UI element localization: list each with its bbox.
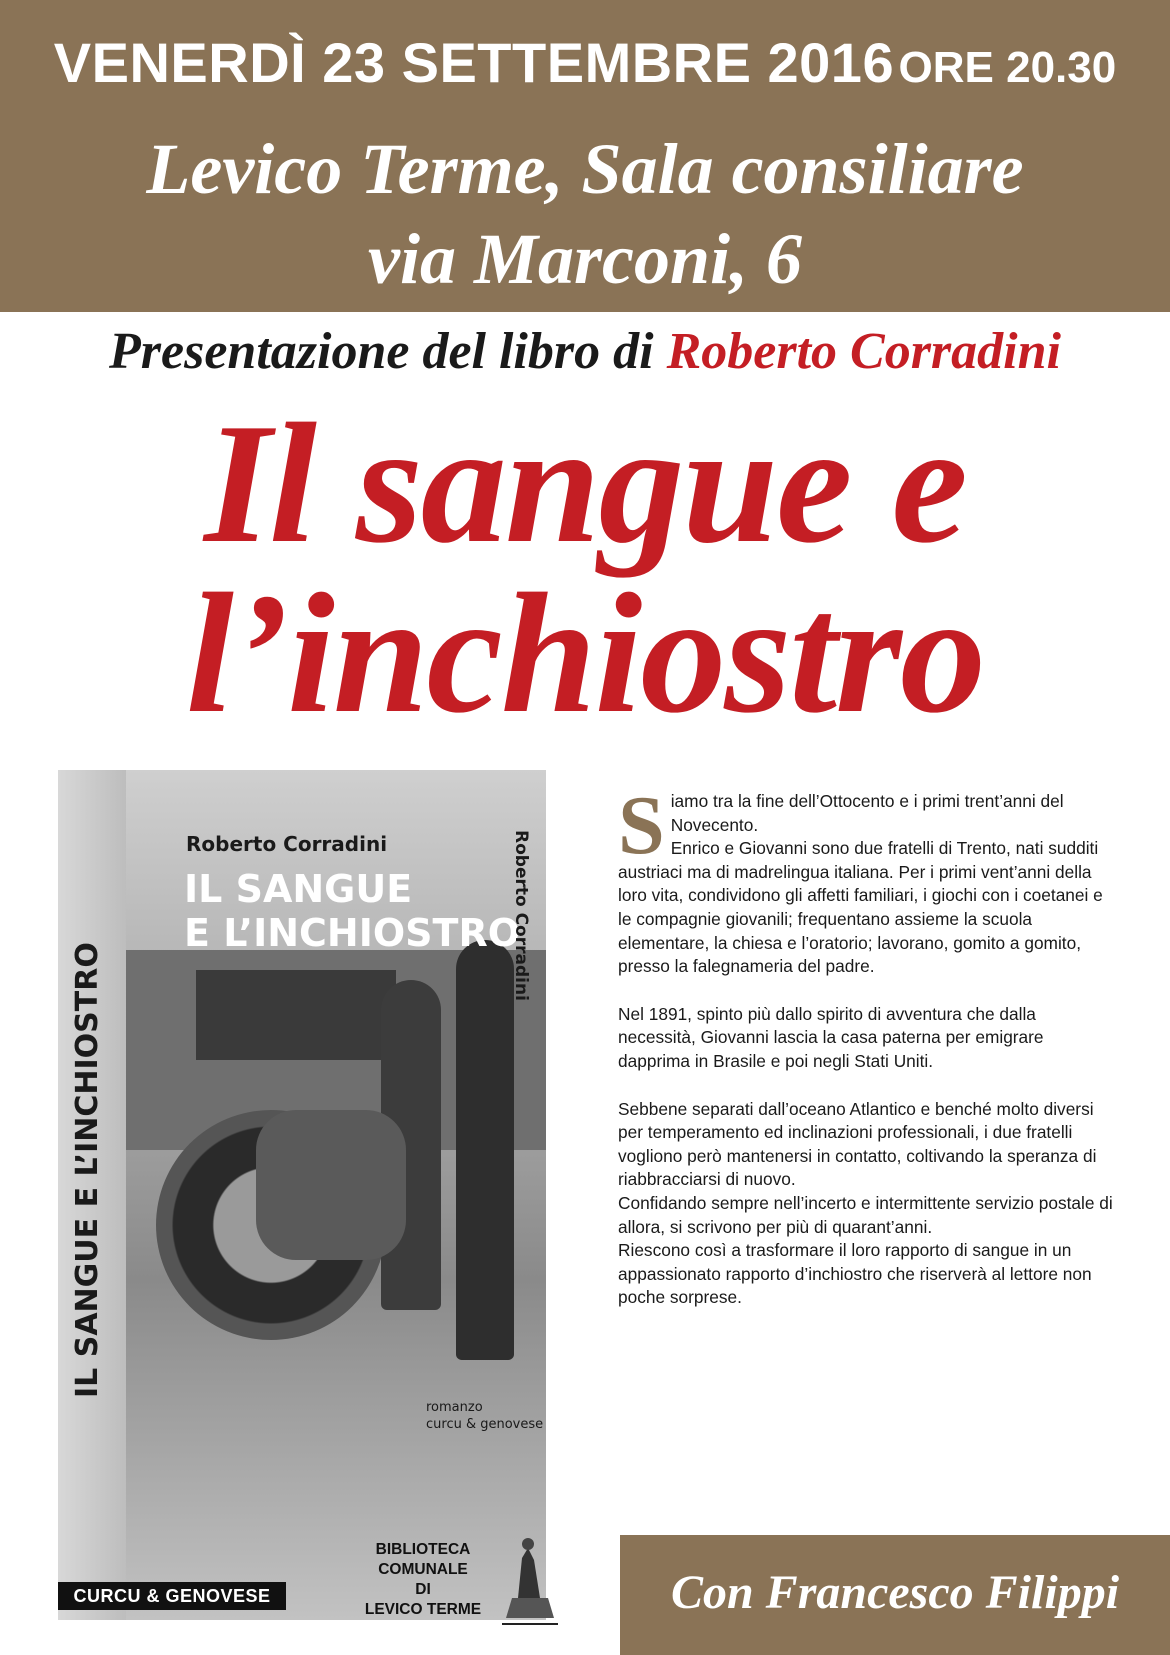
cover-genre: romanzo	[426, 1400, 483, 1415]
cover-publisher-name: curcu & genovese	[426, 1416, 544, 1432]
library-line-2: COMUNALE	[378, 1561, 468, 1578]
footer-band	[620, 1535, 1170, 1655]
desc-paragraph-3: Sebbene separati dall’oceano Atlantico e benché molto diversi per temperamento ed inclinazioni professionali, i due fratelli vogliono però mantenersi in contatto, coltivando la speranza di riabbracciarsi di nuovo.	[618, 1098, 1097, 1190]
book-front	[126, 770, 546, 1620]
cover-title	[184, 868, 520, 955]
cover-edge-author: Roberto Corradini	[511, 830, 531, 1001]
library-name	[358, 1540, 488, 1620]
desc-paragraph-4: Confidando sempre nell’incerto e intermittente servizio postale di allora, si scrivono per più di quarant’anni.	[618, 1192, 1113, 1237]
desc-paragraph-5: Riescono così a trasformare il loro rapporto di sangue in un appassionato rapporto d’inchiostro che riserverà al lettore non poche sorprese.	[618, 1240, 1092, 1308]
desc-p1-text: iamo tra la fine dell’Ottocento e i primi trent’anni del Novecento.	[670, 791, 1064, 835]
desc-p1b-text: Enrico e Giovanni sono due fratelli di Trento, nati sudditi austriaci ma di madrelingua italiana. Per i primi vent’anni della loro vita, condividono gli affetti familiari, i giochi con i coetanei e le compagnie giovanili; frequentano assieme la scuola elementare, la chiesa e l’oratorio; lavorano, gomito a gomito, presso la falegnameria del padre.	[618, 838, 1103, 977]
venue-line-2: via Marconi, 6	[367, 219, 802, 299]
spine-title: IL SANGUE E L’INCHIOSTRO	[70, 942, 105, 1398]
cover-publisher	[426, 1400, 543, 1434]
cover-author: Roberto Corradini	[186, 832, 388, 856]
desc-paragraph-2: Nel 1891, spinto più dallo spirito di avventura che dalla necessità, Giovanni lascia la casa paterna per emigrare dapprima in Brasile e poi negli Stati Uniti.	[618, 1003, 1044, 1071]
publisher-logo: CURCU & GENOVESE	[58, 1582, 286, 1610]
presentation-line	[0, 322, 1170, 381]
cover-title-line-1: IL SANGUE	[184, 867, 413, 911]
book-spine	[58, 770, 126, 1620]
library-line-3: DI	[415, 1581, 431, 1598]
library-line-1: BIBLIOTECA	[375, 1541, 471, 1558]
book-title-line-1: Il sangue e	[204, 389, 966, 579]
date-text: VENERDÌ 23 SETTEMBRE 2016	[53, 31, 895, 94]
photo-man	[456, 940, 514, 1360]
photo-car-window	[196, 970, 396, 1060]
moderator-line: Con Francesco Filippi	[670, 1566, 1120, 1619]
library-line-4: LEVICO TERME	[364, 1601, 482, 1618]
library-emblem-icon	[498, 1528, 562, 1628]
venue-line-1: Levico Terme, Sala consiliare	[146, 129, 1024, 209]
drop-cap: S	[618, 779, 665, 872]
book-cover-image	[58, 770, 546, 1630]
author-name: Roberto Corradini	[666, 323, 1061, 380]
time-text: ORE 20.30	[898, 43, 1117, 92]
photo-boy	[256, 1110, 406, 1260]
event-date	[0, 30, 1170, 95]
presentation-prefix: Presentazione del libro di	[109, 323, 667, 380]
desc-paragraph-1	[618, 779, 1118, 979]
book-description	[618, 779, 1118, 1334]
book-title-line-2: l’inchiostro	[186, 559, 984, 749]
header-band	[0, 0, 1170, 312]
cover-title-line-2: E L’INCHIOSTRO	[184, 910, 521, 955]
